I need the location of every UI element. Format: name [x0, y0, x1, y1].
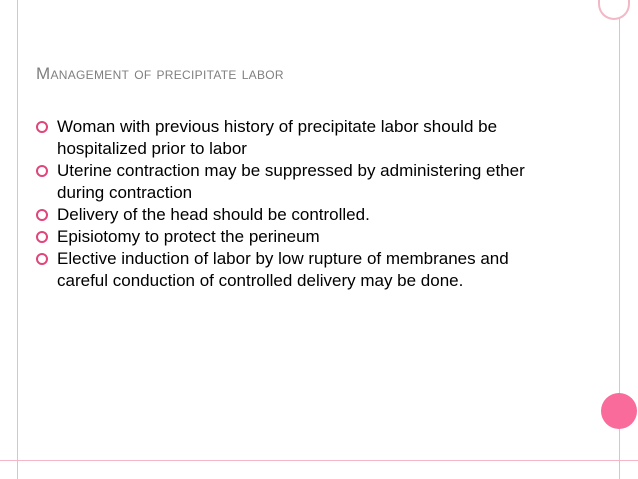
- ring-bullet-icon: [36, 165, 48, 177]
- slide-title: Management of precipitate labor: [36, 64, 284, 83]
- frame-line-left: [17, 0, 18, 479]
- bullet-text: Elective induction of labor by low rupture of membranes and careful conduction of controlled delivery may be done.: [57, 249, 509, 290]
- decorative-circle-top: [598, 0, 630, 20]
- bullet-text: Uterine contraction may be suppressed by administering ether during contraction: [57, 161, 525, 202]
- bullet-text: Delivery of the head should be controlled.: [57, 205, 370, 224]
- frame-line-bottom: [0, 460, 638, 461]
- bullet-text: Episiotomy to protect the perineum: [57, 227, 320, 246]
- ring-bullet-icon: [36, 231, 48, 243]
- bullet-text: Woman with previous history of precipitate labor should be hospitalized prior to labor: [57, 117, 498, 158]
- bullet-item: [36, 248, 526, 292]
- bullet-list: [36, 116, 526, 292]
- bullet-item: [36, 116, 526, 160]
- bullet-item: [36, 204, 526, 226]
- ring-bullet-icon: [36, 253, 48, 265]
- decorative-circle-pink: [601, 393, 637, 429]
- bullet-item: [36, 160, 526, 204]
- ring-bullet-icon: [36, 209, 48, 221]
- bullet-item: [36, 226, 526, 248]
- ring-bullet-icon: [36, 121, 48, 133]
